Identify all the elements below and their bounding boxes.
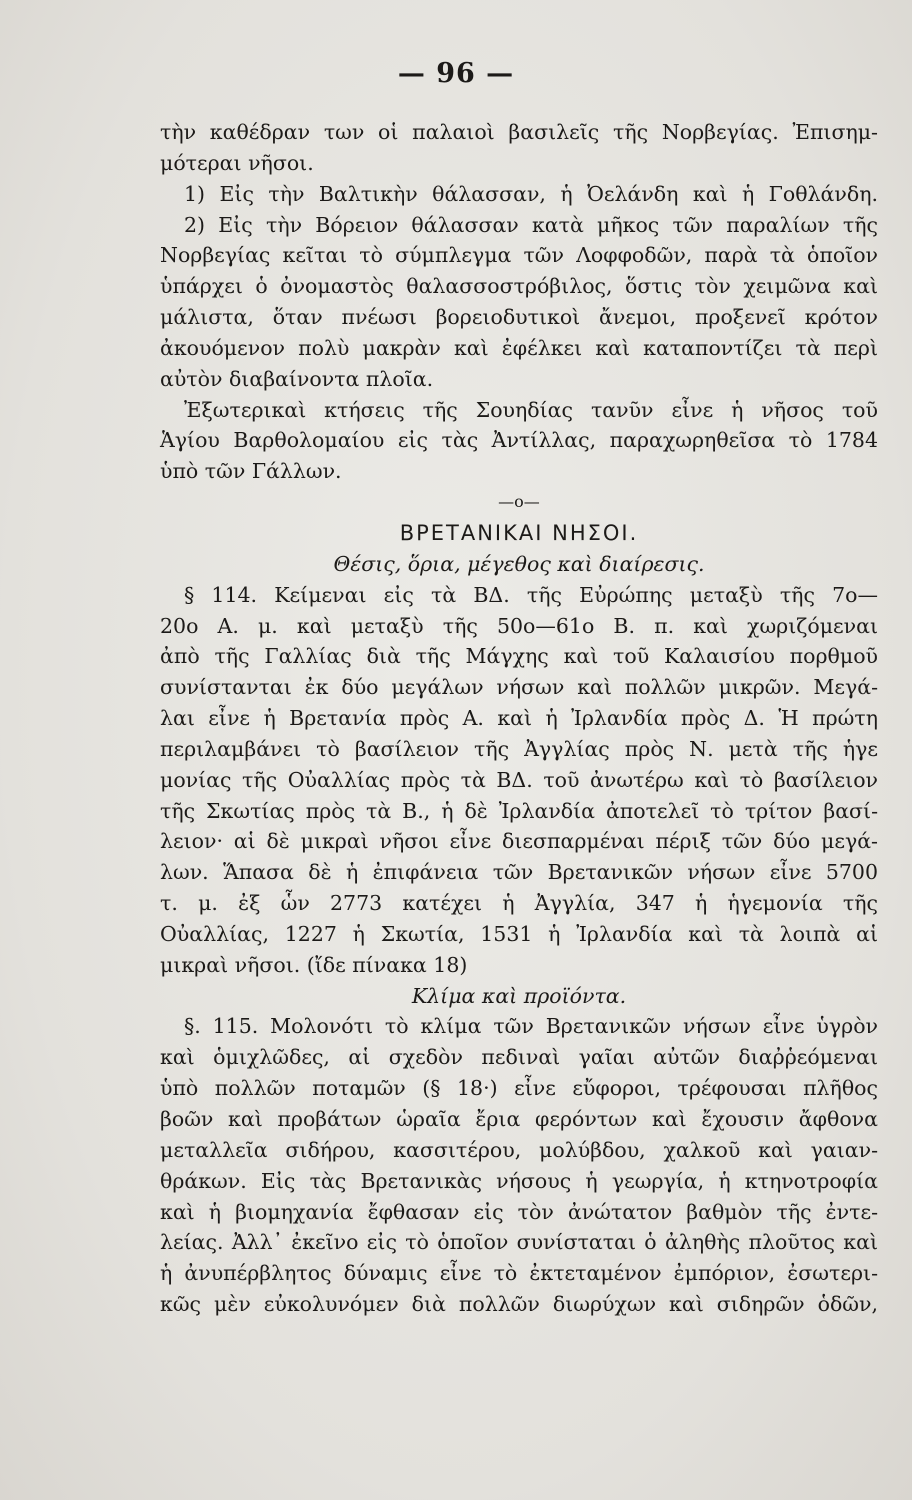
text-line: λων. Ἅπασα δὲ ἡ ἐπιφάνεια τῶν Βρετανικῶν νήσων εἶνε 5700	[160, 860, 878, 885]
text-line: κῶς μὲν εὐκολυνόμεν διὰ πολλῶν διωρύχων καὶ σιδηρῶν ὁδῶν,	[160, 1292, 878, 1317]
text-line: μικραὶ νῆσοι. (ἴδε πίνακα 18)	[160, 952, 468, 977]
section-heading: ΒΡΕΤΑΝΙΚΑΙ ΝΗΣΟΙ.	[399, 520, 639, 545]
text-line: τὴν καθέδραν των οἱ παλαιοὶ βασιλεῖς τῆς Νορβεγίας. Ἐπισημ-	[160, 120, 878, 144]
text-line: λαι εἶνε ἡ Βρετανία πρὸς Α. καὶ ἡ Ἰρλανδία πρὸς Δ. Ἡ πρώτη	[160, 706, 878, 731]
text-line: βοῶν καὶ προβάτων ὡραῖα ἔρια φερόντων καὶ ἔχουσιν ἄφθονα	[160, 1107, 878, 1131]
section-subheading: Θέσις, ὅρια, μέγεθος καὶ διαίρεσις.	[333, 551, 705, 576]
text-line: τ. μ. ἐξ ὧν 2773 κατέχει ἡ Ἀγγλία, 347 ἡ ἡγεμονία τῆς	[160, 891, 878, 916]
text-line: μάλιστα, ὅταν πνέωσι βορειοδυτικοὶ ἄνεμοι, προξενεῖ κρότον	[160, 305, 878, 330]
text-line: καὶ ὁμιχλῶδες, αἱ σχεδὸν πεδιναὶ γαῖαι αὐτῶν διαῤῥεόμεναι	[160, 1045, 878, 1070]
text-line: μονίας τῆς Οὐαλλίας πρὸς τὰ ΒΔ. τοῦ ἀνωτέρω καὶ τὸ βασίλειον	[160, 767, 878, 792]
text-line: θράκων. Εἰς τὰς Βρετανικὰς νήσους ἡ γεωργία, ἡ κτηνοτροφία	[160, 1168, 878, 1193]
text-line: Ἁγίου Βαρθολομαίου εἰς τὰς Ἀντίλλας, παραχωρηθεῖσα τὸ 1784	[160, 428, 878, 453]
section-subheading: Κλίμα καὶ προϊόντα.	[411, 983, 627, 1008]
text-line: λειον· αἱ δὲ μικραὶ νῆσοι εἶνε διεσπαρμέναι πέριξ τῶν δύο μεγά-	[160, 829, 878, 854]
body-text	[160, 117, 878, 1320]
text-line: §. 115. Μολονότι τὸ κλίμα τῶν Βρετανικῶν νήσων εἶνε ὑγρὸν	[184, 1014, 878, 1039]
text-line: λείας. Ἀλλ᾽ ἐκεῖνο εἰς τὸ ὁποῖον συνίσταται ὁ ἀληθὴς πλοῦτος καὶ	[160, 1230, 878, 1255]
text-line: Ἐξωτερικαὶ κτήσεις τῆς Σουηδίας τανῦν εἶνε ἡ νῆσος τοῦ	[184, 397, 878, 422]
text-line: 20ο Α. μ. καὶ μεταξὺ τῆς 50ο—61ο Β. π. καὶ χωριζόμεναι	[160, 613, 878, 638]
section-divider: —o—	[498, 492, 540, 512]
text-line: ἀπὸ τῆς Γαλλίας διὰ τῆς Μάγχης καὶ τοῦ Καλαισίου πορθμοῦ	[160, 644, 878, 669]
text-line: μεταλλεῖα σιδήρου, κασσιτέρου, μολύβδου, χαλκοῦ καὶ γαιαν-	[160, 1137, 878, 1162]
text-line: περιλαμβάνει τὸ βασίλειον τῆς Ἀγγλίας πρὸς Ν. μετὰ τῆς ἡγε	[160, 736, 878, 761]
text-line: μότεραι νῆσοι.	[160, 150, 314, 175]
text-line: 2) Εἰς τὴν Βόρειον θάλασσαν κατὰ μῆκος τῶν παραλίων τῆς	[184, 212, 878, 237]
text-line: ὑπὸ τῶν Γάλλων.	[160, 459, 342, 484]
text-line: Νορβεγίας κεῖται τὸ σύμπλεγμα τῶν Λοφφοδῶν, παρὰ τὰ ὁποῖον	[160, 243, 878, 268]
text-line: καὶ ἡ βιομηχανία ἔφθασαν εἰς τὸν ἀνώτατον βαθμὸν τῆς ἐντε-	[160, 1199, 878, 1224]
text-line: Οὐαλλίας, 1227 ἡ Σκωτία, 1531 ἡ Ἰρλανδία καὶ τὰ λοιπὰ αἱ	[160, 921, 878, 946]
text-line: ἡ ἀνυπέρβλητος δύναμις εἶνε τὸ ἐκτεταμένον ἐμπόριον, ἐσωτερι-	[160, 1261, 878, 1286]
text-line: ὑπάρχει ὁ ὀνομαστὸς θαλασσοστρόβιλος, ὅστις τὸν χειμῶνα καὶ	[160, 274, 878, 299]
text-line: 1) Εἰς τὴν Βαλτικὴν θάλασσαν, ἡ Ὀελάνδη καὶ ἡ Γοθλάνδη.	[184, 181, 878, 206]
text-line: αὐτὸν διαβαίνοντα πλοῖα.	[160, 366, 434, 391]
page-number: — 96 —	[397, 58, 515, 89]
text-line: τῆς Σκωτίας πρὸς τὰ Β., ἡ δὲ Ἰρλανδία ἀποτελεῖ τὸ τρίτον βασί-	[160, 798, 878, 823]
text-line: συνίστανται ἐκ δύο μεγάλων νήσων καὶ πολλῶν μικρῶν. Μεγά-	[160, 675, 878, 700]
text-line: § 114. Κείμεναι εἰς τὰ ΒΔ. τῆς Εὐρώπης μεταξὺ τῆς 7ο—	[184, 582, 878, 607]
text-line: ὑπὸ πολλῶν ποταμῶν (§ 18·) εἶνε εὔφοροι, τρέφουσαι πλῆθος	[160, 1076, 878, 1101]
text-line: ἀκουόμενον πολὺ μακρὰν καὶ ἐφέλκει καὶ καταποντίζει τὰ περὶ	[160, 335, 878, 360]
